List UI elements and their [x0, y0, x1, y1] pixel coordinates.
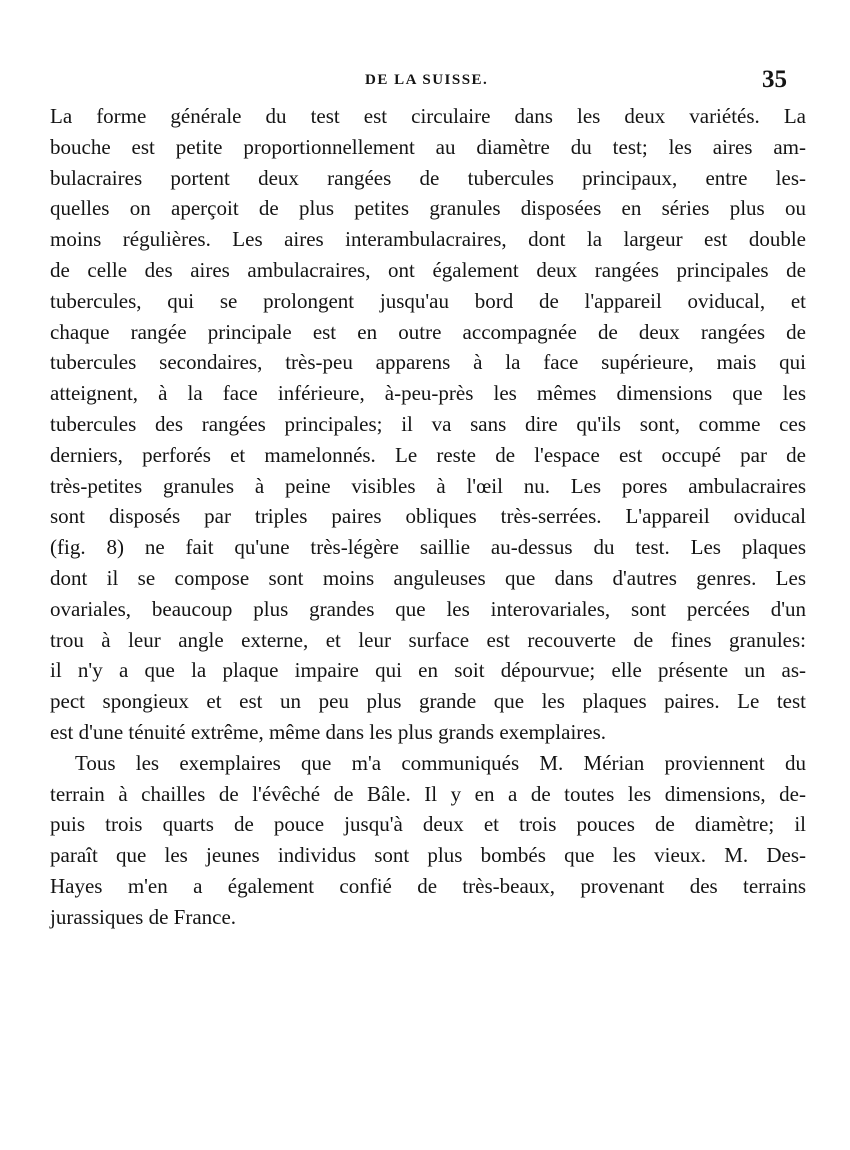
- text-line: très-petites granules à peine visibles à l'œil nu. Les pores ambulacraires: [50, 473, 806, 498]
- paragraph-1: [50, 101, 806, 748]
- text-line: terrain à chailles de l'évêché de Bâle. Il y en a de toutes les dimensions, de-: [50, 781, 806, 806]
- text-line: atteignent, à la face inférieure, à-peu-près les mêmes dimensions que les: [50, 381, 806, 406]
- body-text: [50, 101, 806, 933]
- text-line: tubercules secondaires, très-peu apparens à la face supérieure, mais qui: [50, 350, 806, 375]
- text-line: jurassiques de France.: [50, 904, 237, 929]
- text-line: de celle des aires ambulacraires, ont également deux rangées principales de: [50, 257, 806, 282]
- text-line: tubercules des rangées principales; il va sans dire qu'ils sont, comme ces: [50, 411, 806, 436]
- text-line: bulacraires portent deux rangées de tubercules principaux, entre les-: [50, 165, 806, 190]
- text-line: (fig. 8) ne fait qu'une très-légère saillie au-dessus du test. Les plaques: [50, 535, 806, 560]
- paragraph-2: [50, 748, 806, 933]
- text-line: derniers, perforés et mamelonnés. Le reste de l'espace est occupé par de: [50, 442, 806, 467]
- text-line: pect spongieux et est un peu plus grande que les plaques paires. Le test: [50, 689, 806, 714]
- text-line: bouche est petite proportionnellement au diamètre du test; les aires am-: [50, 134, 806, 159]
- text-line: moins régulières. Les aires interambulacraires, dont la largeur est double: [50, 227, 806, 252]
- running-title: DE LA SUISSE.: [365, 72, 489, 88]
- text-line: puis trois quarts de pouce jusqu'à deux et trois pouces de diamètre; il: [50, 812, 806, 837]
- text-line: Tous les exemplaires que m'a communiqués M. Mérian proviennent du: [75, 750, 806, 775]
- text-line: quelles on aperçoit de plus petites granules disposées en séries plus ou: [50, 196, 806, 221]
- page-number: 35: [762, 66, 787, 93]
- text-line: paraît que les jeunes individus sont plus bombés que les vieux. M. Des-: [50, 843, 806, 868]
- text-line: sont disposés par triples paires obliques très-serrées. L'appareil oviducal: [50, 504, 806, 529]
- text-line: il n'y a que la plaque impaire qui en soit dépourvue; elle présente un as-: [50, 658, 806, 683]
- text-line: trou à leur angle externe, et leur surface est recouverte de fines granules:: [50, 627, 806, 652]
- text-line: chaque rangée principale est en outre accompagnée de deux rangées de: [50, 319, 806, 344]
- text-line: La forme générale du test est circulaire dans les deux variétés. La: [50, 104, 806, 128]
- text-line: dont il se compose sont moins anguleuses que dans d'autres genres. Les: [50, 565, 806, 590]
- text-line: est d'une ténuité extrême, même dans les plus grands exemplaires.: [50, 719, 607, 744]
- text-line: ovariales, beaucoup plus grandes que les interovariales, sont percées d'un: [50, 596, 806, 621]
- running-header: [0, 66, 850, 96]
- text-line: Hayes m'en a également confié de très-beaux, provenant des terrains: [50, 873, 806, 898]
- text-line: tubercules, qui se prolongent jusqu'au bord de l'appareil oviducal, et: [50, 288, 806, 313]
